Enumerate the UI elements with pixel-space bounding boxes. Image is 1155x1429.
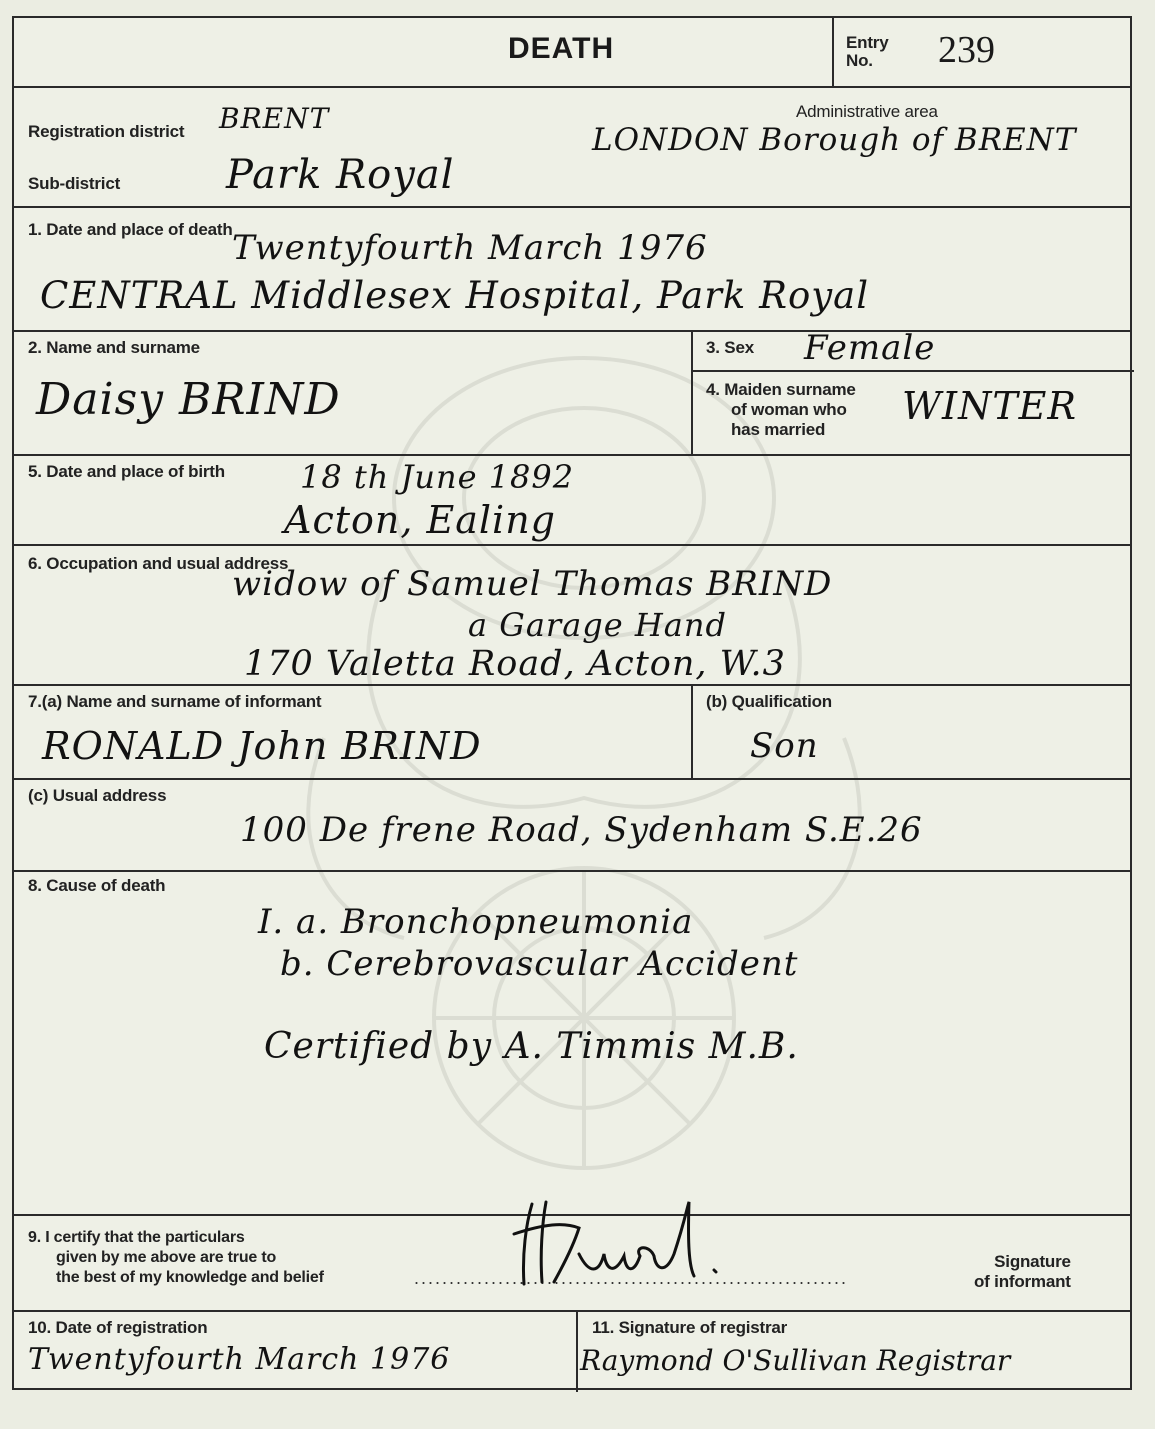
administrative-area-label: Administrative area: [796, 102, 938, 121]
date-place-death-label: 1. Date and place of death: [28, 220, 233, 239]
administrative-area-value: LONDON Borough of BRENT: [592, 122, 1077, 158]
place-of-birth: Acton, Ealing: [284, 498, 557, 542]
entry-label: Entry No.: [846, 33, 889, 70]
place-of-death: CENTRAL Middlesex Hospital, Park Royal: [40, 274, 870, 317]
certify-statement: 9. I certify that the particulars given by me above are true to the best of my knowledge and belief: [28, 1229, 324, 1286]
maiden-surname-value: WINTER: [902, 384, 1078, 428]
informant-name-label: 7.(a) Name and surname of informant: [28, 692, 322, 711]
registration-district-label: Registration district: [28, 122, 185, 141]
usual-address-deceased: 170 Valetta Road, Acton, W.3: [244, 644, 786, 684]
registrar-signature: Raymond O'Sullivan Registrar: [580, 1344, 1011, 1377]
deceased-name: Daisy BRIND: [36, 374, 341, 425]
occupation-line-2: a Garage Hand: [468, 606, 727, 644]
name-surname-label: 2. Name and surname: [28, 338, 200, 357]
qualification-value: Son: [750, 726, 819, 766]
signature-dotted-line: ..............................................................: [414, 1268, 849, 1288]
sub-district-label: Sub-district: [28, 174, 121, 193]
certified-by: Certified by A. Timmis M.B.: [264, 1026, 799, 1067]
informant-address: 100 De frene Road, Sydenham S.E.26: [240, 810, 923, 850]
maiden-surname-label: 4. Maiden surname of woman who has married: [706, 380, 856, 439]
cause-line-2: b. Cerebrovascular Accident: [280, 944, 799, 984]
informant-name: RONALD John BRIND: [42, 724, 482, 768]
certificate-title: DEATH: [508, 32, 615, 65]
date-place-birth-label: 5. Date and place of birth: [28, 462, 225, 481]
sex-label: 3. Sex: [706, 338, 754, 357]
cause-of-death-label: 8. Cause of death: [28, 876, 166, 895]
signature-of-registrar-label: 11. Signature of registrar: [592, 1318, 788, 1337]
occupation-line-1: widow of Samuel Thomas BRIND: [232, 564, 833, 604]
date-of-birth: 18 th June 1892: [300, 458, 575, 496]
informant-address-label: (c) Usual address: [28, 786, 167, 805]
informant-signature: [484, 1194, 744, 1294]
sex-value: Female: [804, 328, 936, 368]
signature-of-informant-label: Signature of informant: [974, 1252, 1071, 1291]
sub-district-value: Park Royal: [226, 152, 455, 198]
date-of-death: Twentyfourth March 1976: [232, 228, 708, 268]
occupation-address-label: 6. Occupation and usual address: [28, 554, 289, 573]
qualification-label: (b) Qualification: [706, 692, 832, 711]
date-of-registration-label: 10. Date of registration: [28, 1318, 208, 1337]
entry-number: 239: [938, 29, 995, 71]
death-certificate: [12, 16, 1132, 1390]
date-of-registration-value: Twentyfourth March 1976: [28, 1342, 451, 1377]
registration-district-value: BRENT: [219, 102, 330, 135]
cause-line-1: I. a. Bronchopneumonia: [258, 902, 694, 942]
